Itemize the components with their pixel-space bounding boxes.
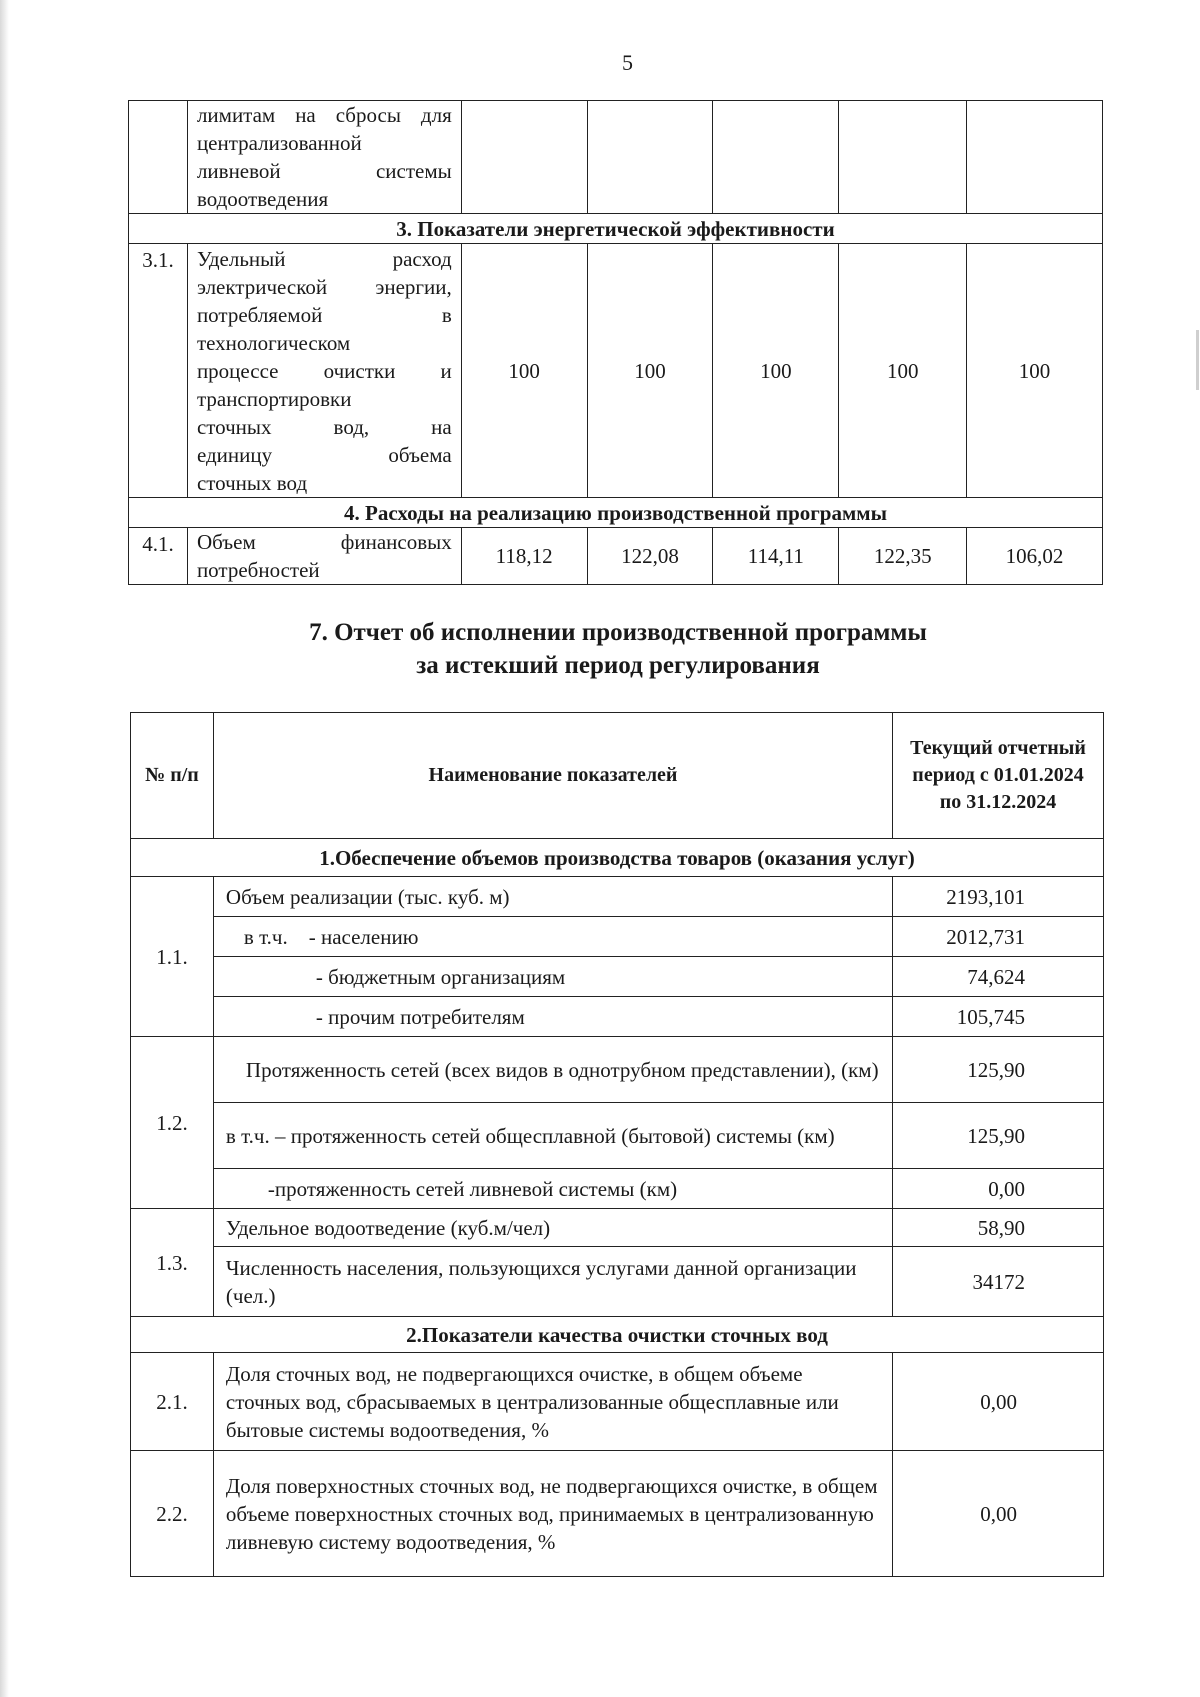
value-cell: 125,90 [893, 1103, 1104, 1169]
value-cell: 100 [967, 244, 1103, 498]
section-header: 2.Показатели качества очистки сточных вод [131, 1317, 1104, 1353]
table-row [131, 1451, 1104, 1577]
value-cell: 2193,101 [893, 877, 1104, 917]
row-number: 1.3. [131, 1209, 214, 1317]
indicator-name: Численность населения, пользующихся услугами данной организации (чел.) [213, 1247, 892, 1317]
indicator-name: - прочим потребителям [213, 997, 892, 1037]
value-cell: 125,90 [893, 1037, 1104, 1103]
indicator-name: Протяженность сетей (всех видов в однотрубном представлении), (км) [213, 1037, 892, 1103]
value-cell: 122,08 [587, 528, 713, 585]
table-row [129, 528, 1103, 585]
value-cell: 100 [461, 244, 587, 498]
value-cell: 100 [587, 244, 713, 498]
value-cell: 100 [713, 244, 839, 498]
table-row [129, 101, 1103, 214]
report-table [130, 712, 1104, 1577]
indicator-name: Доля поверхностных сточных вод, не подвергающихся очистке, в общем объеме поверхностных сточных вод, принимаемых в централизованную ливневую систему водоотведения, % [213, 1451, 892, 1577]
indicator-name: Объем финансовых потребностей [187, 528, 461, 585]
value-cell: 58,90 [893, 1209, 1104, 1247]
value-cell: 105,745 [893, 997, 1104, 1037]
value-cell: 106,02 [967, 528, 1103, 585]
scan-edge-shadow [0, 0, 9, 1697]
column-header-period: Текущий отчетный период с 01.01.2024 по 31.12.2024 [893, 713, 1104, 839]
row-number: 2.1. [131, 1353, 214, 1451]
row-number: 1.1. [131, 877, 214, 1037]
indicator-name: Удельный расход электрической энергии, потребляемой в технологическом процессе очистки и транспортировки сточных вод, на единицу объема сточных вод [187, 244, 461, 498]
column-header-number: № п/п [131, 713, 214, 839]
scan-mark [1196, 330, 1199, 390]
value-cell: 0,00 [893, 1169, 1104, 1209]
table-row [129, 244, 1103, 498]
section-header: 3. Показатели энергетической эффективности [129, 214, 1103, 244]
table-row [131, 1209, 1104, 1247]
value-cell: 34172 [893, 1247, 1104, 1317]
table-row [131, 1353, 1104, 1451]
value-cell: 114,11 [713, 528, 839, 585]
table-row [131, 1169, 1104, 1209]
row-number: 1.2. [131, 1037, 214, 1209]
section-title: 7. Отчет об исполнении производственной программы [309, 619, 927, 646]
table-row [131, 877, 1104, 917]
indicator-name: в т.ч. - населению [213, 917, 892, 957]
indicator-name: Доля сточных вод, не подвергающихся очистке, в общем объеме сточных вод, сбрасываемых в централизованные общесплавные или бытовые системы водоотведения, % [213, 1353, 892, 1451]
table-header-row [131, 713, 1104, 839]
table-row [131, 1037, 1104, 1103]
value-cell: 122,35 [839, 528, 967, 585]
table-row [131, 957, 1104, 997]
value-cell: 100 [839, 244, 967, 498]
value-cell: 118,12 [461, 528, 587, 585]
production-program-table [128, 100, 1103, 585]
indicator-name: лимитам на сбросы для централизованной ливневой системы водоотведения [187, 101, 461, 214]
indicator-name: -протяженность сетей ливневой системы (км) [213, 1169, 892, 1209]
value-cell: 0,00 [893, 1451, 1104, 1577]
section-header: 1.Обеспечение объемов производства товаров (оказания услуг) [131, 839, 1104, 877]
value-cell: 0,00 [893, 1353, 1104, 1451]
row-number: 3.1. [129, 244, 188, 498]
indicator-name: Удельное водоотведение (куб.м/чел) [213, 1209, 892, 1247]
row-number: 2.2. [131, 1451, 214, 1577]
value-cell: 74,624 [893, 957, 1104, 997]
table-row [131, 1103, 1104, 1169]
section-subtitle: за истекший период регулирования [416, 652, 820, 679]
column-header-name: Наименование показателей [213, 713, 892, 839]
value-cell: 2012,731 [893, 917, 1104, 957]
indicator-name: Объем реализации (тыс. куб. м) [213, 877, 892, 917]
page-number: 5 [622, 50, 633, 75]
table-row [131, 917, 1104, 957]
section-header: 4. Расходы на реализацию производственной программы [129, 498, 1103, 528]
row-number: 4.1. [129, 528, 188, 585]
indicator-name: в т.ч. – протяженность сетей общесплавной (бытовой) системы (км) [213, 1103, 892, 1169]
table-row [131, 997, 1104, 1037]
table-row [131, 1247, 1104, 1317]
indicator-name: - бюджетным организациям [213, 957, 892, 997]
